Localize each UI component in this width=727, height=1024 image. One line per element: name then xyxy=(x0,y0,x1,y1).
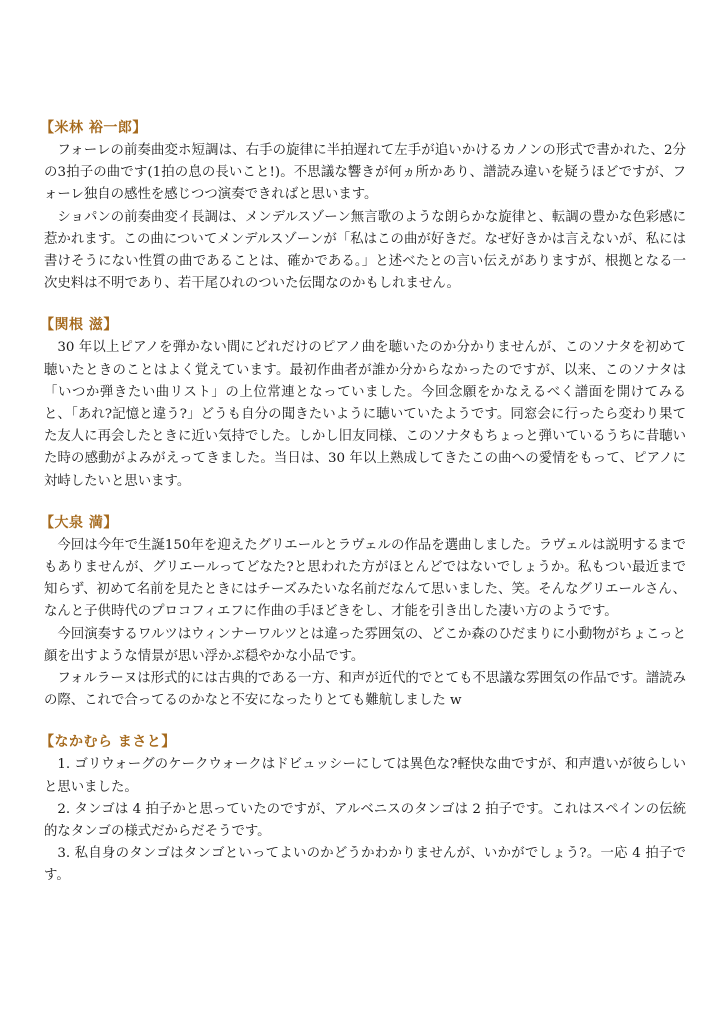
performer-heading: 【大泉 満】 xyxy=(40,514,118,531)
note-paragraph: ショパンの前奏曲変イ長調は、メンデルスゾーン無言歌のような朗らかな旋律と、転調の豊かな色彩感に惹かれます。この曲についてメンデルスゾーンが「私はこの曲が好きだ。なぜ好きかは言えないが、私には書けそうにない性質の曲であることは、確かである。」と述べたとの言い伝えがありますが、根拠となる一次史料は不明であり、若干尾ひれのついた伝聞なのかもしれません。 xyxy=(44,209,686,292)
note-paragraph: フォーレの前奏曲変ホ短調は、右手の旋律に半拍遅れて左手が追いかけるカノンの形式で書かれた、2分の3拍子の曲です(1拍の息の長いこと!)。不思議な響きが何ヵ所かあり、譜読み違いを疑うほどですが、フォーレ独自の感性を感じつつ演奏できればと思います。 xyxy=(44,143,686,203)
performer-heading: 【米林 裕一郎】 xyxy=(40,120,147,136)
note-paragraph: 3. 私自身のタンゴはタンゴといってよいのかどうかわかりませんが、いかがでしょう?。一応 4 拍子です。 xyxy=(44,846,686,884)
section-nakamura xyxy=(40,732,686,887)
performer-heading: 【なかむら まさと】 xyxy=(40,734,176,751)
program-notes-page xyxy=(40,118,686,888)
section-oizumi xyxy=(40,513,686,713)
note-paragraph: 今回演奏するワルツはウィンナーワルツとは違った雰囲気の、どこか森のひだまりに小動物がちょこっと顔を出すような情景が思い浮かぶ穏やかな小品です。 xyxy=(44,626,686,664)
performer-heading: 【関根 滋】 xyxy=(40,317,118,334)
note-paragraph: フォルラーヌは形式的には古典的である一方、和声が近代的でとても不思議な雰囲気の作品です。譜読みの際、これで合ってるのかなと不安になったりとても難航しました w xyxy=(44,671,686,709)
note-paragraph: 今回は今年で生誕150年を迎えたグリエールとラヴェルの作品を選曲しました。ラヴェルは説明するまでもありませんが、グリエールってどなた?と思われた方がほとんどではないでしょうか。私もつい最近まで知らず、初めて名前を見たときにはチーズみたいな名前だなんて思いました、笑。そんなグリエールさん、なんと子供時代のプロコフィエフに作曲の手ほどきをし、才能を引き出した凄い方のようです。 xyxy=(44,537,686,620)
note-paragraph: 2. タンゴは 4 拍子かと思っていたのですが、アルベニスのタンゴは 2 拍子です。これはスペインの伝統的なタンゴの様式だからだそうです。 xyxy=(44,801,686,840)
note-paragraph: 30 年以上ピアノを弾かない間にどれだけのピアノ曲を聴いたのか分かりませんが、このソナタを初めて聴いたときのことはよく覚えています。最初作曲者が誰か分からなかったのですが、以来、このソナタは「いつか弾きたい曲リスト」の上位常連となっていました。今回念願をかなえるべく譜面を開けてみると、「あれ?記憶と違う?」どうも自分の聞きたいように聴いていたようです。同窓会に行ったら変わり果てた友人に再会したときに近い気持でした。しかし旧友同様、このソナタもちょっと弾いているうちに昔聴いた時の感動がよみがえってきました。当日は、30 年以上熟成してきたこの曲への愛情をもって、ピアノに対峙したいと思います。 xyxy=(44,340,686,489)
section-yonebayashi xyxy=(40,118,686,295)
section-sekine xyxy=(40,315,686,492)
note-paragraph: 1. ゴリウォーグのケークウォークはドビュッシーにしては異色な?軽快な曲ですが、和声遣いが彼らしいと思いました。 xyxy=(44,757,686,795)
